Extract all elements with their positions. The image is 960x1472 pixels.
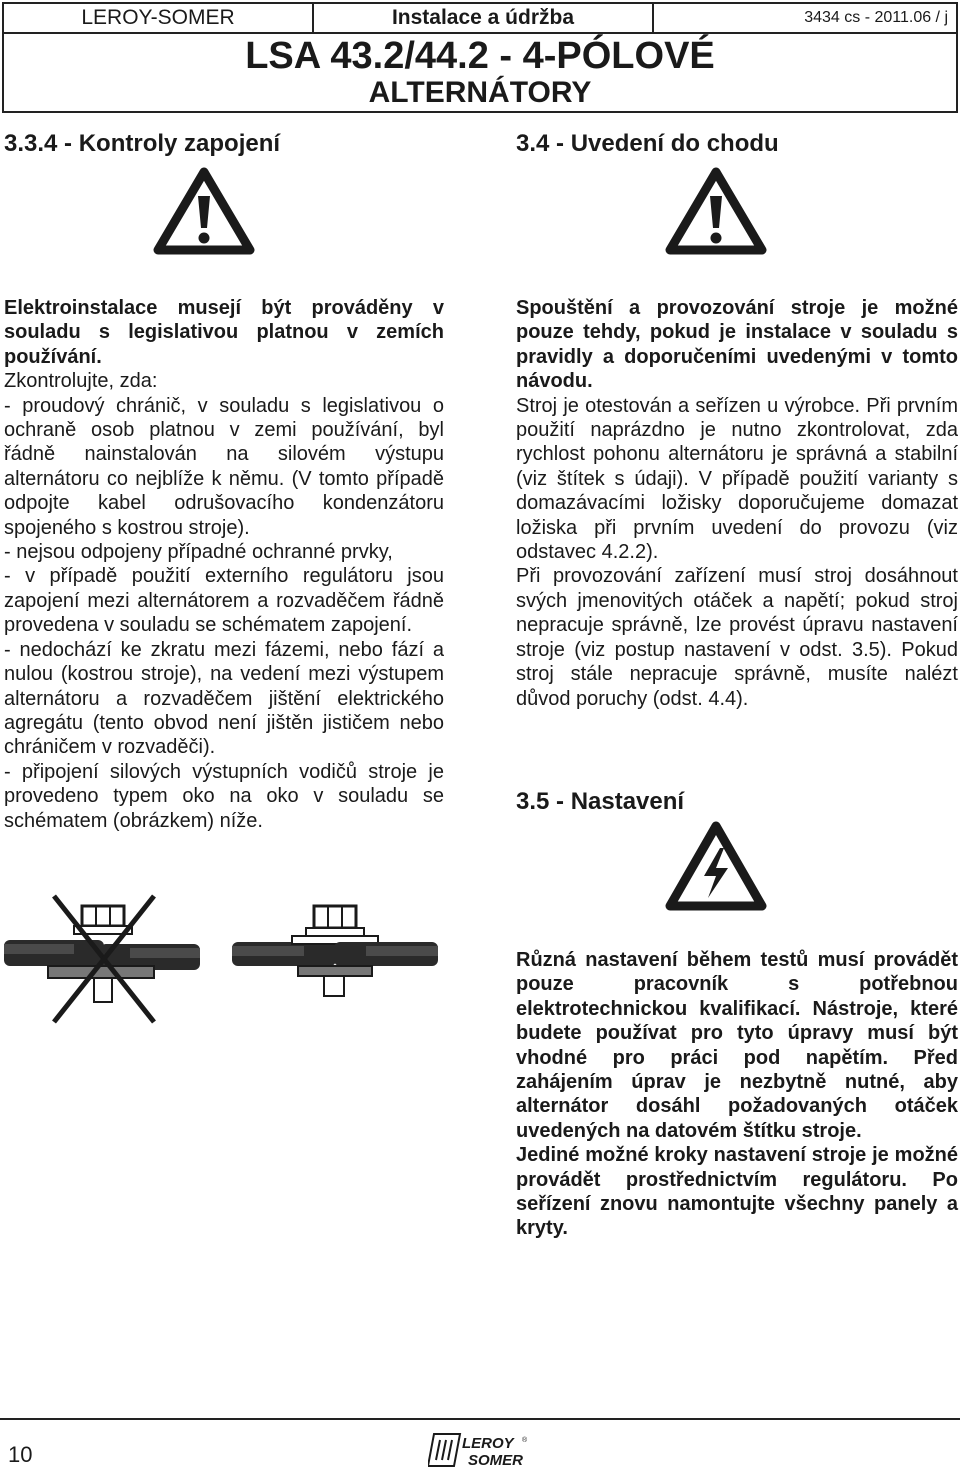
left-line-3: - v případě použití externího regulátoru jsou zapojení mezi alternátorem a rozvaděčem řádně provedena v souladu se schématem zapojení. xyxy=(4,565,444,637)
logo-line-2: SOMER xyxy=(468,1452,524,1468)
leroy-somer-logo xyxy=(428,1432,532,1468)
warning-triangle-icon xyxy=(152,166,256,256)
document-title: LSA 43.2/44.2 - 4-PÓLOVÉ xyxy=(245,35,715,77)
section-title-3-3-4: 3.3.4 - Kontroly zapojení xyxy=(4,130,281,157)
header-doc-code: 3434 cs - 2011.06 / j xyxy=(654,4,956,34)
page-header xyxy=(2,2,958,113)
right-bold-intro: Spouštění a provozování stroje je možné pouze tehdy, pokud je instalace v souladu s pravidly a doporučeními uvedenými v tomto návodu. xyxy=(516,297,958,393)
warning-triangle-icon xyxy=(664,166,768,256)
left-column-text xyxy=(4,296,444,833)
left-line-5: - připojení silových výstupních vodičů stroje je provedeno typem oko na oko v souladu se schématem (obrázkem) níže. xyxy=(4,760,444,832)
right-column-text xyxy=(516,296,958,711)
left-line-4: - nedochází ke zkratu mezi fázemi, nebo fází a nulou (kostrou stroje), na vedení mezi výstupem alternátoru a rozvaděčem jištění elektrického agregátu (tento obvod není jištěn jističem nebo chráničem v rozvaděči). xyxy=(4,638,444,759)
left-line-0: Zkontrolujte, zda: xyxy=(4,370,158,393)
footer-divider xyxy=(0,1418,960,1420)
left-line-1: - proudový chránič, v souladu s legislativou o ochraně osob platnou v zemi používání, byl řádně nainstalován na silovém výstupu alternátoru co nejblíže k němu. (V tomto případě odpojte kabel odrušovacího kondenzátoru spojeného s kostrou stroje). xyxy=(4,394,444,539)
header-section: Instalace a údržba xyxy=(314,4,654,34)
adjustment-paragraph-0: Různá nastavení během testů musí provádět pouze pracovník s potřebnou elektrotechnickou kvalifikací. Nástroje, které budete používat pro tyto úpravy musí být vhodné pro práci pod napětím. Před zahájením úprav je nezbytně nutné, aby alternátor dosáhl požadovaných otáček uvedených na datovém štítku stroje. xyxy=(516,949,958,1142)
section-title-3-4: 3.4 - Uvedení do chodu xyxy=(516,130,779,157)
header-brand: LEROY-SOMER xyxy=(4,4,314,34)
adjustment-text xyxy=(516,948,958,1241)
crossed-out-connection-icon xyxy=(4,892,200,1030)
logo-line-1: LEROY xyxy=(462,1435,514,1452)
left-line-2: - nejsou odpojeny případné ochranné prvky, xyxy=(4,541,393,564)
section-title-3-5: 3.5 - Nastavení xyxy=(516,788,685,815)
adjustment-paragraph-1: Jediné možné kroky nastavení stroje je možné provádět prostřednictvím regulátoru. Po seřízení znovu namontujte všechny panely a kryty. xyxy=(516,1144,958,1240)
page-number: 10 xyxy=(8,1442,33,1467)
correct-connection-icon xyxy=(232,892,438,1002)
document-subtitle: ALTERNÁTORY xyxy=(368,76,592,109)
high-voltage-warning-icon xyxy=(664,820,768,914)
left-bold-intro: Elektroinstalace musejí být prováděny v souladu s legislativou platnou v zemích používání. xyxy=(4,297,444,368)
right-paragraph-0: Stroj je otestován a seřízen u výrobce. Při prvním použití naprázdno je nutno zkontrolovat, zda rychlost pohonu alternátoru je správná a stabilní (viz štítek s údaji). V případě použití varianty s domazávacími ložisky doporučujeme domazat ložiska při prvním uvedení do provozu (viz odstavec 4.2.2). xyxy=(516,394,958,564)
right-paragraph-1: Při provozování zařízení musí stroj dosáhnout svých jmenovitých otáček a napětí; pokud stroj nepracuje správně, lze provést úpravu nastavení stroje (viz postup nastavení v odst. 3.5). Pokud stroj stále nepracuje správně, musíte nalézt důvod poruchy (odst. 4.4). xyxy=(516,565,958,710)
logo-mark: ® xyxy=(522,1437,528,1444)
